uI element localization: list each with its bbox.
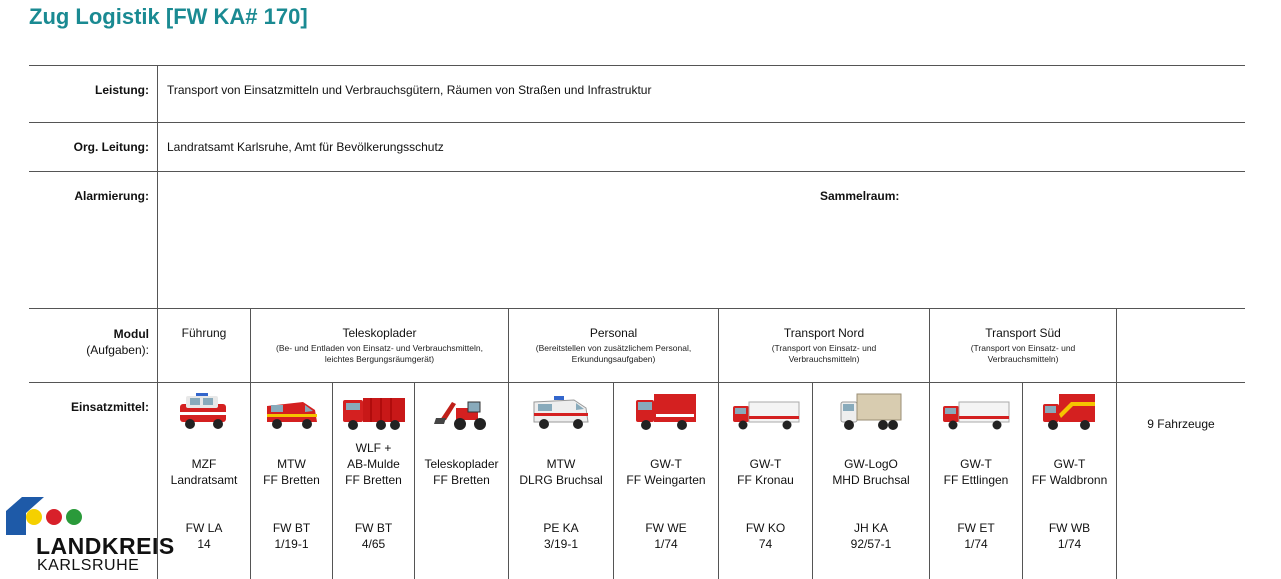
truck-icon <box>333 384 414 432</box>
module-transport-sued: Transport Süd (Transport von Einsatz- und Verbrauchsmitteln) <box>970 326 1076 364</box>
vehicle-total: 9 Fahrzeuge <box>1147 417 1215 431</box>
logo-text-karlsruhe: KARLSRUHE <box>37 557 140 574</box>
vehicle-cell: WLF + AB-Mulde FF Bretten FW BT 4/65 <box>333 384 414 579</box>
module-fuehrung: Führung <box>181 326 227 340</box>
box-truck-icon <box>1023 384 1116 432</box>
modul-sub-label: (Aufgaben): <box>86 343 149 357</box>
module-personal: Personal (Bereitstellen von zusätzlichem Personal, Erkundungsaufgaben) <box>535 326 692 364</box>
alarm-label: Alarmierung: <box>74 189 149 203</box>
vehicle-cell: MZF Landratsamt FW LA 14 <box>158 384 250 579</box>
modul-label: Modul <box>113 327 149 341</box>
table-border <box>29 65 1245 66</box>
truck-icon <box>614 384 718 432</box>
landkreis-logo-icon <box>4 495 94 535</box>
leistung-value: Transport von Einsatzmitteln und Verbrauchsgütern, Räumen von Straßen und Infrastruktur <box>167 83 652 97</box>
van-icon <box>509 384 613 432</box>
table-border <box>29 171 1245 172</box>
leistung-label: Leistung: <box>95 83 149 97</box>
vehicle-cell: GW-LogO MHD Bruchsal JH KA 92/57-1 <box>813 384 929 579</box>
module-transport-nord: Transport Nord (Transport von Einsatz- und Verbrauchsmitteln) <box>771 326 877 364</box>
vehicle-cell: GW-T FF Waldbronn FW WB 1/74 <box>1023 384 1116 579</box>
vehicle-cell: GW-T FF Weingarten FW WE 1/74 <box>614 384 718 579</box>
vehicle-cell: Teleskoplader FF Bretten <box>415 384 508 579</box>
pickup-icon <box>930 384 1022 432</box>
column-border <box>1116 308 1117 579</box>
table-border <box>29 122 1245 123</box>
pickup-icon <box>719 384 812 432</box>
sammel-label: Sammelraum: <box>820 189 900 203</box>
vehicle-cell: MTW FF Bretten FW BT 1/19-1 <box>251 384 332 579</box>
org-value: Landratsamt Karlsruhe, Amt für Bevölkerungsschutz <box>167 140 444 154</box>
landkreis-logo <box>0 495 190 579</box>
van-icon <box>251 384 332 432</box>
vehicle-cell: GW-T FF Ettlingen FW ET 1/74 <box>930 384 1022 579</box>
vehicle-cell: GW-T FF Kronau FW KO 74 <box>719 384 812 579</box>
suv-icon <box>158 384 250 432</box>
canvas-truck-icon <box>813 384 929 432</box>
loader-icon <box>415 384 508 432</box>
einsatz-label: Einsatzmittel: <box>70 400 149 414</box>
logo-text-landkreis: LANDKREIS <box>36 533 175 559</box>
table-border <box>29 308 1245 309</box>
page-title: Zug Logistik [FW KA# 170] <box>29 4 308 29</box>
org-label: Org. Leitung: <box>73 140 149 154</box>
table-border <box>29 382 1245 383</box>
vehicle-cell: MTW DLRG Bruchsal PE KA 3/19-1 <box>509 384 613 579</box>
module-teleskoplader: Teleskoplader (Be- und Entladen von Einsatz- und Verbrauchsmitteln, leichtes Bergungsräumgerät) <box>276 326 483 364</box>
